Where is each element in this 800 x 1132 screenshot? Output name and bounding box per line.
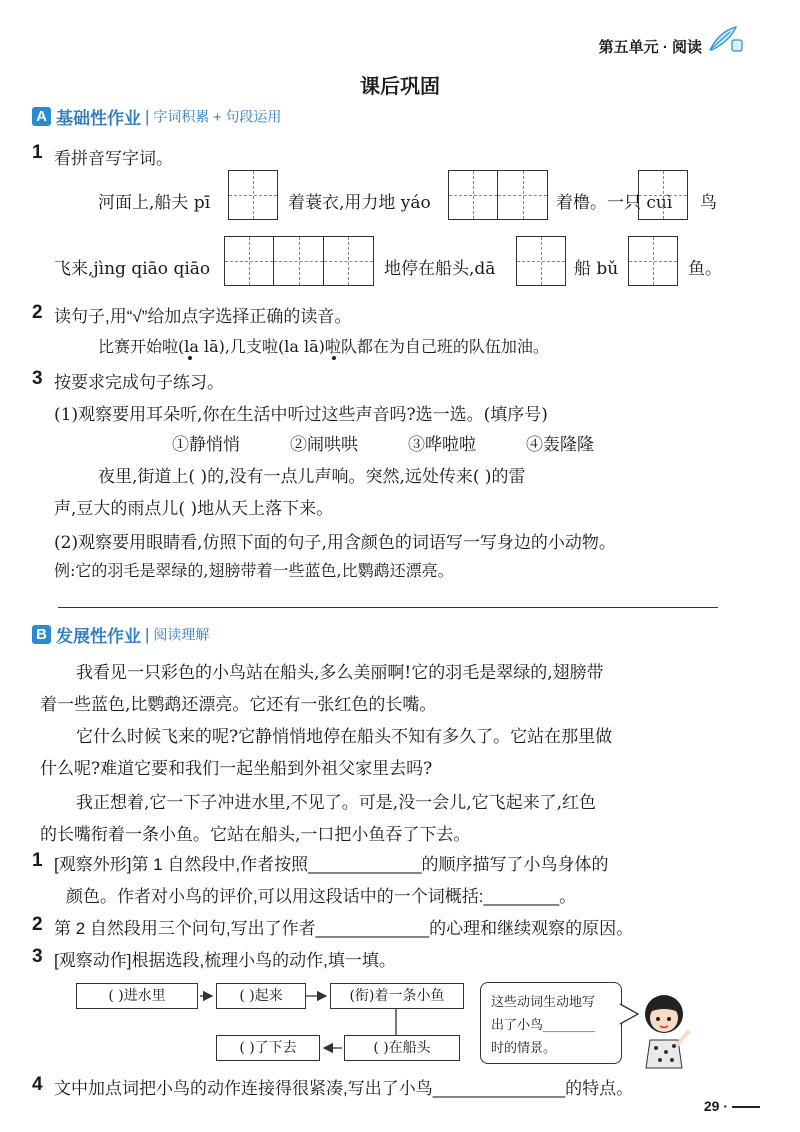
passage-line: 它什么时候飞来的呢?它静悄悄地停在船头不知有多久了。它站在那里做: [76, 727, 613, 747]
page-rule: [732, 1106, 760, 1108]
q1-text: 飞来,jìng qiāo qiāo: [54, 259, 211, 279]
question-prompt: 看拼音写字词。: [54, 149, 173, 168]
question-text: 颜色。作者对小鸟的评价,可以用这段话中的一个词概括:________。: [66, 887, 577, 906]
bubble-line: 时的情景。: [491, 1041, 557, 1056]
question-number: 2: [32, 302, 43, 323]
q3-sentence: 声,豆大的雨点儿( )地从天上落下来。: [54, 499, 334, 519]
unit-label: 第五单元 · 阅读: [598, 39, 702, 56]
passage-line: 的长嘴衔着一条小鱼。它站在船头,一口把小鱼吞了下去。: [40, 825, 471, 845]
option-item: ③哗啦啦: [408, 435, 476, 455]
flow-box[interactable]: (衔)着一条小鱼: [330, 983, 464, 1009]
q2-sentence: 比赛开始啦(la lā),几支啦(la lā)啦队都在为自己班的队伍加油。: [98, 337, 549, 356]
question-text: [观察动作]根据选段,梳理小鸟的动作,填一填。: [54, 951, 396, 970]
question-text: 文中加点词把小鸟的动作连接得很紧凑,写出了小鸟______________的特点。: [54, 1079, 634, 1098]
bubble-line: 这些动词生动地写: [491, 995, 596, 1010]
passage-line: 我正想着,它一下子冲进水里,不见了。可是,没一会儿,它飞起来了,红色: [76, 793, 597, 813]
q1-text: 船 bǔ: [574, 259, 619, 279]
option-item: ②闹哄哄: [290, 435, 358, 455]
question-prompt: 读句子,用“√”给加点字选择正确的读音。: [54, 307, 352, 326]
q1-text: 地停在船头,dā: [384, 259, 496, 279]
q1-text: 着橹。一只 cuì: [556, 193, 673, 213]
section-a-header: A 基础性作业 | 字词积累 + 句段运用: [32, 104, 281, 129]
speech-bubble: [480, 982, 622, 1064]
page-number-text: 29 ·: [703, 1098, 728, 1114]
section-name: 基础性作业: [56, 109, 141, 128]
passage-line: 我看见一只彩色的小鸟站在船头,多么美丽啊!它的羽毛是翠绿的,翅膀带: [76, 663, 604, 683]
page-title: 课后巩固: [360, 76, 440, 98]
q1-text: 着蓑衣,用力地 yáo: [288, 193, 431, 213]
section-sub: 阅读理解: [153, 626, 210, 643]
question-number: 2: [32, 914, 43, 935]
girl-illustration-icon: [636, 988, 694, 1070]
q3-part2: (2)观察要用眼睛看,仿照下面的句子,用含颜色的词语写一写身边的小动物。: [54, 533, 616, 553]
q3-example: 例:它的羽毛是翠绿的,翅膀带着一些蓝色,比鹦鹉还漂亮。: [54, 561, 454, 580]
q1-text: 河面上,船夫 pī: [98, 193, 211, 213]
section-badge: B: [32, 625, 51, 644]
q1-text: 鸟: [700, 193, 717, 213]
flow-box[interactable]: ( )进水里: [76, 983, 198, 1009]
q1-text: 鱼。: [688, 259, 722, 279]
flow-box[interactable]: ( )起来: [216, 983, 306, 1009]
passage-line: 着一些蓝色,比鹦鹉还漂亮。它还有一张红色的长嘴。: [40, 695, 437, 715]
bubble-line: 出了小鸟________: [491, 1018, 596, 1033]
question-number: 1: [32, 142, 43, 163]
question-number: 3: [32, 946, 43, 967]
option-item: ①静悄悄: [172, 435, 240, 455]
section-badge: A: [32, 107, 51, 126]
question-number: 3: [32, 368, 43, 389]
section-b-header: B 发展性作业 | 阅读理解: [32, 622, 209, 647]
section-sub: 字词积累 + 句段运用: [153, 108, 282, 125]
passage-line: 什么呢?难道它要和我们一起坐船到外祖父家里去吗?: [40, 759, 433, 779]
q3-part1: (1)观察要用耳朵听,你在生活中听过这些声音吗?选一选。(填序号): [54, 405, 548, 425]
question-prompt: 按要求完成句子练习。: [54, 373, 224, 392]
section-name: 发展性作业: [56, 627, 141, 646]
flow-box[interactable]: ( )了下去: [216, 1035, 320, 1061]
flow-box[interactable]: ( )在船头: [344, 1035, 460, 1061]
option-item: ④轰隆隆: [526, 435, 594, 455]
question-text: 第 2 自然段用三个问句,写出了作者____________的心理和继续观察的原因。: [54, 919, 634, 938]
question-text: [观察外形]第 1 自然段中,作者按照____________的顺序描写了小鸟身体的: [54, 855, 609, 874]
question-number: 1: [32, 850, 43, 871]
page-number: [704, 1098, 760, 1114]
q3-sentence: 夜里,街道上( )的,没有一点儿声响。突然,远处传来( )的雷: [98, 467, 526, 487]
question-number: 4: [32, 1074, 43, 1095]
